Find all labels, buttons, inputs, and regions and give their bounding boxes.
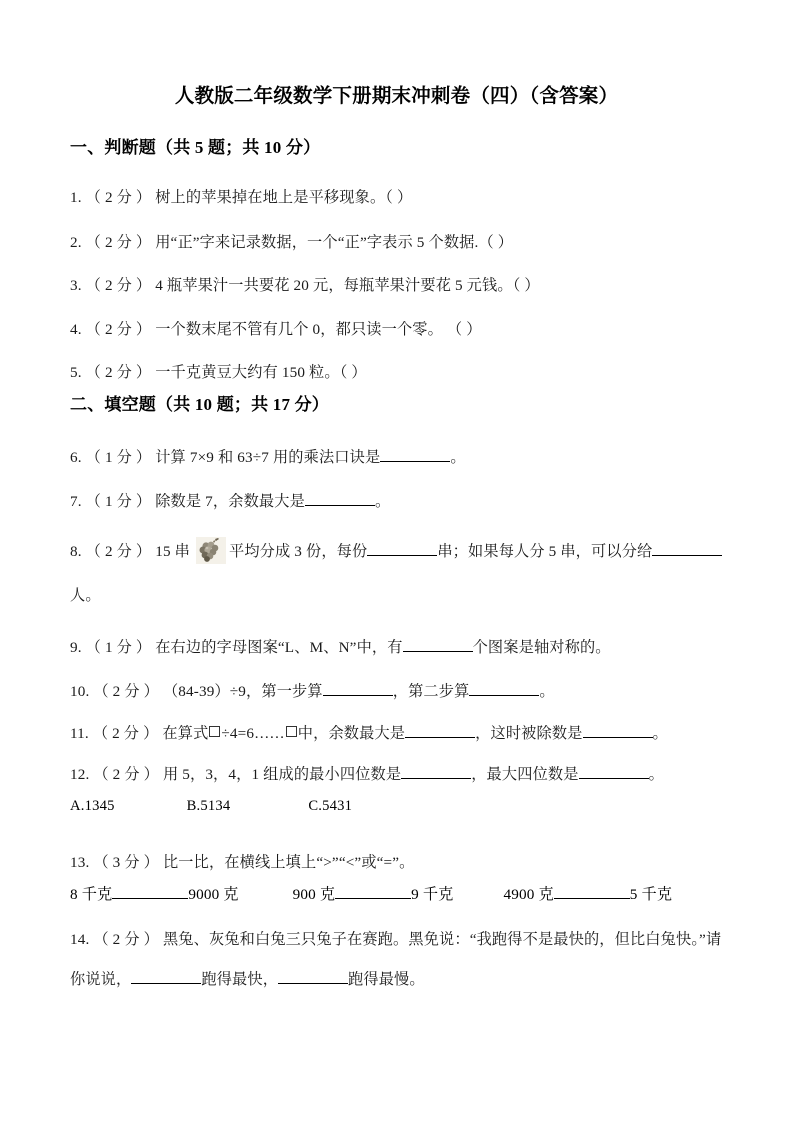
- question-6-number: 6.: [70, 449, 82, 466]
- question-14-text-a: 黑兔、灰兔和白兔三只兔子在赛跑。黑免说：“我跑得不是最快的，但比白兔快。”请你说说，: [70, 931, 722, 988]
- question-7-text-a: 除数是 7，余数最大是: [155, 493, 305, 510]
- question-14: [70, 920, 730, 1000]
- question-12: [70, 757, 730, 793]
- answer-blank[interactable]: [579, 778, 649, 779]
- answer-blank[interactable]: [469, 695, 539, 696]
- question-2-number: 2.: [70, 234, 82, 251]
- page-title: 人教版二年级数学下册期末冲刺卷（四）（含答案）: [174, 86, 619, 107]
- question-4: [70, 312, 730, 348]
- grape-cluster-icon: [196, 537, 226, 564]
- question-11: [70, 716, 730, 752]
- question-7-number: 7.: [70, 493, 82, 510]
- comparison-left: 900 克: [292, 886, 336, 903]
- question-8-text-d: 人。: [70, 587, 101, 604]
- question-8-text-b: 平均分成 3 份，每份: [229, 543, 368, 560]
- comparison-left: 4900 克: [503, 886, 554, 903]
- question-6-text-b: 。: [450, 449, 466, 466]
- question-1-number: 1.: [70, 189, 82, 206]
- question-14-text-c: 跑得最慢。: [348, 971, 425, 988]
- question-4-score: （ 2 分 ）: [85, 321, 152, 338]
- question-13-text-a: 比一比，在横线上填上“>”“<”或“=”。: [162, 854, 415, 871]
- question-11-text-c: 中，余数最大是: [297, 725, 406, 742]
- option-c[interactable]: C.5431: [308, 798, 353, 814]
- question-9: [70, 630, 730, 666]
- section-heading-judgement: 一、判断题（共 5 题；共 10 分）: [70, 138, 321, 157]
- answer-blank[interactable]: [652, 555, 722, 556]
- answer-blank[interactable]: [405, 737, 475, 738]
- question-6-text-a: 计算 7×9 和 63÷7 用的乘法口诀是: [155, 449, 381, 466]
- answer-blank[interactable]: [305, 505, 375, 506]
- answer-blank[interactable]: [367, 555, 437, 556]
- question-8-text-a: 15 串: [155, 543, 190, 560]
- question-9-text-b: 个图案是轴对称的。: [472, 639, 611, 656]
- question-6: [70, 440, 730, 476]
- question-5-score: （ 2 分 ）: [85, 364, 152, 381]
- question-5: [70, 355, 730, 391]
- question-13: [70, 845, 730, 881]
- section-heading-fill-blank: 二、填空题（共 10 题；共 17 分）: [70, 395, 329, 414]
- question-14-text-b: 跑得最快，: [201, 971, 279, 988]
- question-11-number: 11.: [70, 725, 89, 742]
- question-10-text-c: 。: [539, 683, 555, 700]
- question-2-score: （ 2 分 ）: [85, 234, 152, 251]
- question-10-text-a: （84-39）÷9，第一步算: [162, 683, 323, 700]
- question-9-number: 9.: [70, 639, 82, 656]
- question-10-number: 10.: [70, 683, 90, 700]
- question-12-text-a: 用 5，3，4，1 组成的最小四位数是: [162, 766, 402, 783]
- question-12-score: （ 2 分 ）: [93, 766, 159, 783]
- answer-blank[interactable]: [131, 983, 201, 984]
- question-3-text: 4 瓶苹果汁一共要花 20 元，每瓶苹果汁要花 5 元钱。（ ）: [155, 277, 540, 294]
- empty-box-icon: [209, 726, 220, 737]
- question-12-number: 12.: [70, 766, 90, 783]
- comparison-right: 5 千克: [629, 886, 673, 903]
- question-8: [70, 530, 730, 618]
- question-14-number: 14.: [70, 931, 90, 948]
- question-14-score: （ 2 分 ）: [93, 931, 159, 948]
- answer-blank[interactable]: [380, 461, 450, 462]
- answer-blank[interactable]: [583, 737, 653, 738]
- question-9-score: （ 1 分 ）: [85, 639, 152, 656]
- comparison-right: 9 千克: [411, 886, 454, 903]
- comparison-right: 9000 克: [188, 886, 239, 903]
- question-7-text-b: 。: [374, 493, 391, 510]
- comparison-item: [504, 886, 673, 903]
- question-2: [70, 225, 730, 261]
- answer-blank[interactable]: [401, 778, 471, 779]
- question-5-number: 5.: [70, 364, 82, 381]
- question-1-text: 树上的苹果掉在地上是平移现象。（ ）: [155, 189, 413, 206]
- question-10-score: （ 2 分 ）: [93, 683, 159, 700]
- comparison-left: 8 千克: [70, 886, 113, 903]
- question-11-text-e: 。: [652, 725, 668, 742]
- question-1: [70, 180, 730, 216]
- question-13-number: 13.: [70, 854, 90, 871]
- empty-box-icon: [286, 726, 297, 737]
- question-12-text-c: 。: [648, 766, 664, 783]
- question-3-number: 3.: [70, 277, 82, 294]
- question-2-text: 用“正”字来记录数据，一个“正”字表示 5 个数据.（ ）: [155, 234, 514, 251]
- question-12-options: [70, 798, 352, 815]
- question-4-number: 4.: [70, 321, 82, 338]
- option-a[interactable]: A.1345: [70, 798, 115, 814]
- question-10-text-b: ，第二步算: [392, 683, 470, 700]
- answer-blank[interactable]: [335, 898, 411, 899]
- question-7: [70, 484, 730, 520]
- question-9-text-a: 在右边的字母图案“L、M、N”中，有: [155, 639, 403, 656]
- answer-blank[interactable]: [403, 651, 473, 652]
- question-1-score: （ 2 分 ）: [85, 189, 152, 206]
- question-11-text-b: ÷4=6……: [221, 725, 285, 742]
- answer-blank[interactable]: [278, 983, 348, 984]
- answer-blank[interactable]: [112, 898, 188, 899]
- question-5-text: 一千克黄豆大约有 150 粒。（ ）: [155, 364, 367, 381]
- question-8-score: （ 2 分 ）: [85, 543, 152, 560]
- comparison-item: [293, 886, 454, 903]
- question-6-score: （ 1 分 ）: [85, 449, 152, 466]
- question-7-score: （ 1 分 ）: [85, 493, 152, 510]
- question-13-comparisons: [70, 883, 730, 904]
- question-11-text-a: 在算式: [162, 725, 209, 742]
- question-3: [70, 268, 730, 304]
- question-4-text: 一个数末尾不管有几个 0，都只读一个零。 （ ）: [155, 321, 482, 338]
- option-b[interactable]: B.5134: [186, 798, 231, 814]
- question-12-text-b: ，最大四位数是: [471, 766, 579, 783]
- answer-blank[interactable]: [323, 695, 393, 696]
- answer-blank[interactable]: [554, 898, 630, 899]
- comparison-item: [70, 886, 239, 903]
- question-13-score: （ 3 分 ）: [93, 854, 159, 871]
- question-3-score: （ 2 分 ）: [85, 277, 152, 294]
- question-8-text-c: 串；如果每人分 5 串，可以分给: [437, 543, 653, 560]
- question-11-text-d: ，这时被除数是: [475, 725, 583, 742]
- question-8-number: 8.: [70, 543, 82, 560]
- question-10: [70, 674, 730, 710]
- question-11-score: （ 2 分 ）: [92, 725, 159, 742]
